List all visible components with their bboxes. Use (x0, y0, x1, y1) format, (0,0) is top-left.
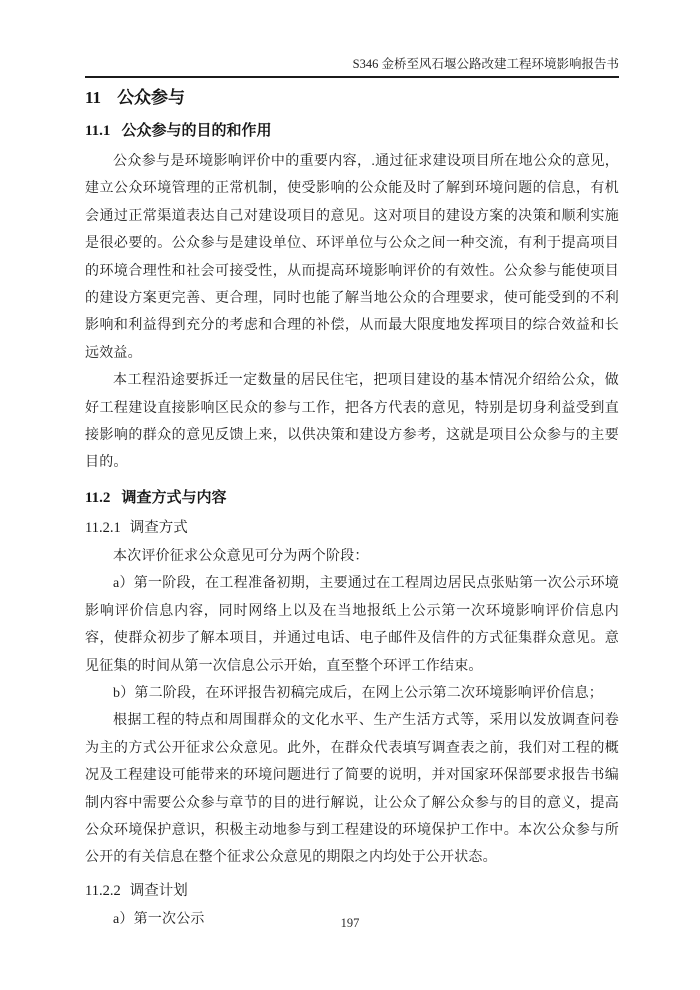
paragraph-stage-a: a）第一阶段，在工程准备初期，主要通过在工程周边居民点张贴第一次公示环境影响评价信息内容，同时网络上以及在当地报纸上公示第一次环境影响评价信息内容，使群众初步了解本项目，并通过电话、电子邮件及信件的方式征集群众意见。意见征集的时间从第一次信息公示开始，直至整个环评工作结束。 (85, 576, 619, 674)
paragraph-stage-b: b）第二阶段，在环评报告初稿完成后，在网上公示第二次环境影响评价信息； (113, 685, 603, 701)
subsection-heading-11-2-2 (85, 880, 619, 902)
subsection-title: 调查方式 (129, 519, 188, 536)
section-number: 11.2 (85, 489, 111, 506)
paragraph-purpose-2: 本工程沿途要拆迁一定数量的居民住宅，把项目建设的基本情况介绍给公众，做好工程建设直接影响区民众的参与工作，把各方代表的意见，特别是切身利益受到直接影响的群众的意见反馈上来，以供决策和建设方参考，这就是项目公众参与的主要目的。 (85, 373, 619, 471)
section-heading-11-2 (85, 487, 619, 509)
subsection-heading-11-2-1 (85, 517, 619, 539)
paragraph-stages-intro: 本次评价征求公众意见可分为两个阶段： (113, 548, 369, 564)
subsection-number: 11.2.2 (85, 882, 121, 899)
running-header (85, 56, 619, 78)
chapter-title: 公众参与 (117, 88, 186, 107)
subsection-number: 11.2.1 (85, 519, 121, 536)
chapter-heading (85, 86, 619, 110)
document-content (85, 86, 619, 933)
running-header-title: S346 金桥至风石堰公路改建工程环境影响报告书 (352, 57, 619, 71)
page-footer (0, 916, 700, 931)
chapter-number: 11 (85, 88, 102, 107)
page-number: 197 (340, 916, 360, 930)
paragraph-questionnaire: 根据工程的特点和周围群众的文化水平、生产生活方式等，采用以发放调查问卷为主的方式公开征求公众意见。此外，在群众代表填写调查表之前，我们对工程的概况及工程建设可能带来的环境问题进行了简要的说明，并对国家环保部要求报告书编制内容中需要公众参与章节的目的进行解说，让公众了解公众参与的目的意义，提高公众环境保护意识，积极主动地参与到工程建设的环境保护工作中。本次公众参与所公开的有关信息在整个征求公众意见的期限之内均处于公开状态。 (85, 713, 619, 866)
section-heading-11-1 (85, 120, 619, 142)
section-number: 11.1 (85, 123, 111, 139)
section-title: 公众参与的目的和作用 (121, 122, 272, 139)
subsection-title: 调查计划 (129, 882, 188, 899)
section-title: 调查方式与内容 (121, 488, 227, 506)
paragraph-first-notice: a）第一次公示 (113, 911, 205, 927)
paragraph-purpose-1: 公众参与是环境影响评价中的重要内容，.通过征求建设项目所在地公众的意见，建立公众环境管理的正常机制，使受影响的公众能及时了解到环境问题的信息，有机会通过正常渠道表达自己对建设项目的意见。这对项目的建设方案的决策和顺利实施是很必要的。公众参与是建设单位、环评单位与公众之间一种交流，有利于提高项目的环境合理性和社会可接受性，从而提高环境影响评价的有效性。公众参与能使项目的建设方案更完善、更合理，同时也能了解当地公众的合理要求，使可能受到的不利影响和利益得到充分的考虑和合理的补偿，从而最大限度地发挥项目的综合效益和长远效益。 (85, 154, 619, 361)
